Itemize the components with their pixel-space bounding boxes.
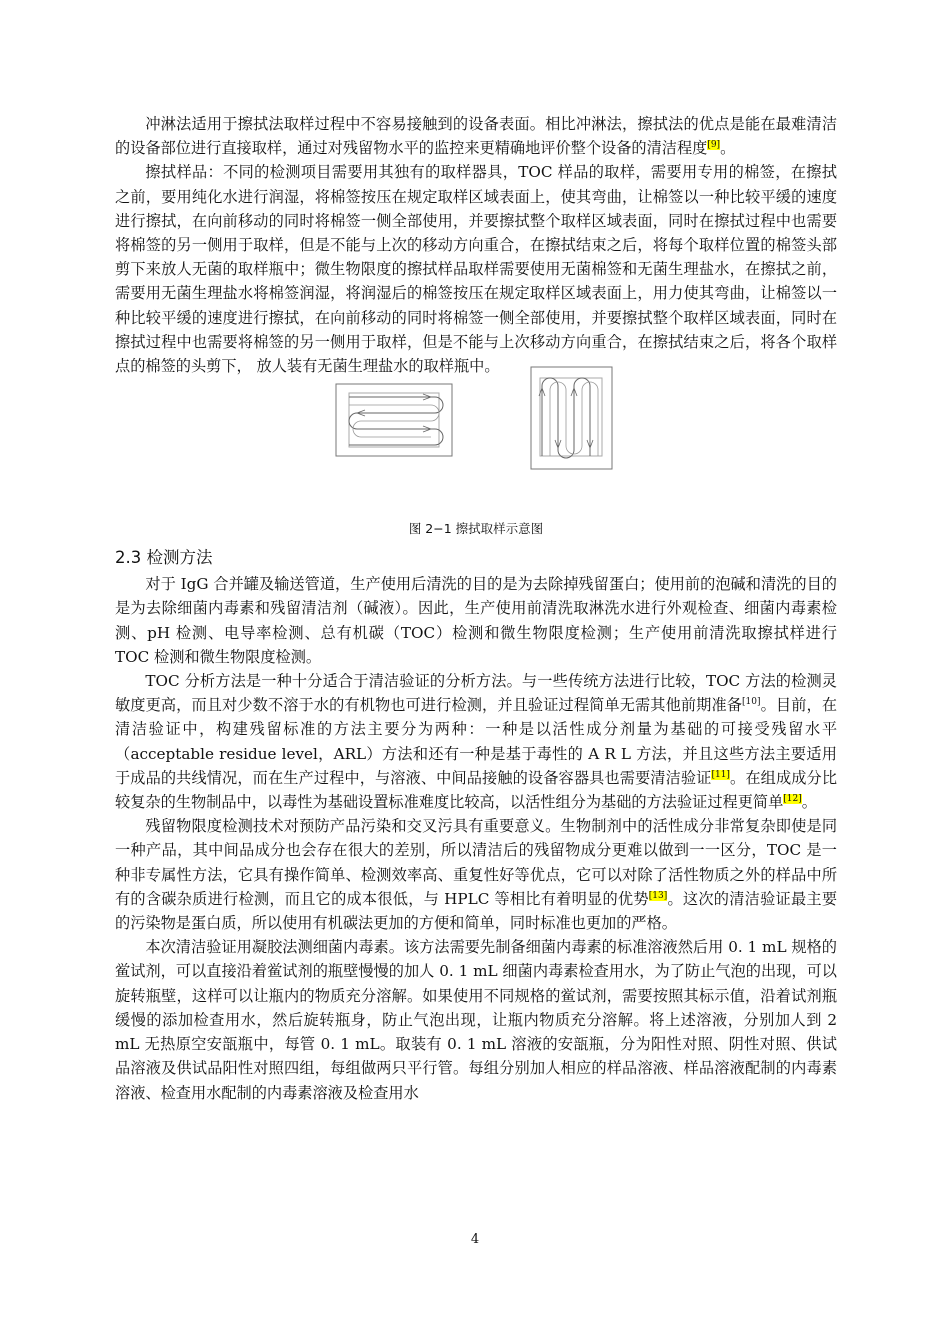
swab-sampling-figure: [115, 382, 837, 512]
document-page: [115, 112, 837, 1105]
citation-10: [10]: [742, 697, 761, 708]
citation-12: [12]: [783, 794, 802, 804]
citation-13: [13]: [648, 890, 668, 901]
vertical-swab-pattern-diagram: [530, 366, 614, 472]
swab-diagram-horizontal: [335, 720, 336, 721]
figure-caption: 图 2−1 擦拭取样示意图: [408, 521, 544, 537]
citation-11: [11]: [711, 769, 730, 780]
paragraph-swab-sample: 擦拭样品：不同的检测项目需要用其独有的取样器具，TOC 样品的取样，需要用专用的棉签，在擦拭之前，要用纯化水进行润湿，将棉签按压在规定取样区域表面上，使其弯曲，让棉签以一种比较平缓的速度进行擦拭，在向前移动的同时将棉签一侧全部使用，并要擦拭整个取样区域表面，同时在擦拭过程中也需要将棉签的另一侧用于取样，但是不能与上次的移动方向重合，在擦拭结束之后，将每个取样位置的棉签头部剪下来放人无菌的取样瓶中；微生物限度的擦拭样品取样需要使用无菌棉签和无菌生理盐水，在擦拭之前，需要用无菌生理盐水将棉签润湿，将润湿后的棉签按压在规定取样区域表面上，用力使其弯曲，让棉签以一种比较平缓的速度进行擦拭，在向前移动的同时将棉签一侧全部使用，并要擦拭整个取样区域表面，同时在擦拭过程中也需要将棉签的另一侧用于取样，但是不能与上次移动方向重合，在擦拭结束之后，将各个取样点的棉签的头剪下， 放人装有无菌生理盐水的取样瓶中。: [115, 163, 837, 376]
paragraph-igg-cleaning: 对于 IgG 合并罐及输送管道，生产使用后清洗的目的是为去除掉残留蛋白；使用前的泡碱和清洗的目的是为去除细菌内毒素和残留清洁剂（碱液）。因此，生产使用前清洗取淋洗水进行外观检查、细菌内毒素检测、pH 检测、电导率检测、总有机碳（TOC）检测和微生物限度检测；生产使用前清洗取擦拭样进行 TOC 检测和微生物限度检测。: [115, 575, 837, 666]
section-heading: 2.3 检测方法: [115, 548, 213, 568]
paragraph-residue-limit: 残留物限度检测技术对预防产品污染和交叉污具有重要意义。生物制剂中的活性成分非常复杂即使是同一种产品，其中间品成分也会存在很大的差别，所以清洁后的残留物成分更难以做到一一区分，TOC 是一种非专属性方法，它具有操作简单、检测效率高、重复性好等优点，它可以对除了活性物质之外的样品中所有的含碳杂质进行检测，而且它的成本很低，与 HPLC 等相比有着明显的优势[13]。这次的清洁验证最主要的污染物是蛋白质，所以使用有机碳法更加的方便和简单，同时标准也更加的严格。: [115, 817, 838, 933]
horizontal-swab-pattern-diagram: [335, 383, 455, 461]
paragraph-rinse-vs-swab: 冲淋法适用于擦拭法取样过程中不容易接触到的设备表面。相比冲淋法，擦拭法的优点是能在最难清洁的设备部位进行直接取样，通过对残留物水平的监控来更精确地评价整个设备的清洁程度[9]。: [115, 115, 837, 158]
paragraph-toc-method: TOC 分析方法是一种十分适合于清洁验证的分析方法。与一些传统方法进行比较，TOC 方法的检测灵敏度更高，而且对少数不溶于水的有机物也可进行检测，并且验证过程简单无需其他前期准备[10]。目前，在清洁验证中，构建残留标准的方法主要分为两种：一种是以活性成分剂量为基础的可接受残留水平（acceptable residue level，ARL）方法和还有一种是基于毒性的 A R L 方法，并且这些方法主要适用于成品的共线情况，而在生产过程中，与溶液、中间品接触的设备容器具也需要清洁验证[11]。在组成成分比较复杂的生物制品中，以毒性为基础设置标准难度比较高，以活性组分为基础的方法验证过程更简单[12]。: [115, 672, 838, 812]
page-number: 4: [470, 1232, 480, 1247]
paragraph-endotoxin-gel: 本次清洁验证用凝胶法测细菌内毒素。该方法需要先制备细菌内毒素的标准溶液然后用 0. 1 mL 规格的鲎试剂，可以直接沿着鲎试剂的瓶壁慢慢的加人 0. 1 mL 细菌内毒素检查用水，为了防止气泡的出现，可以旋转瓶壁，这样可以让瓶内的物质充分溶解。如果使用不同规格的鲎试剂，需要按照其标示值，沿着试剂瓶缓慢的添加检查用水，然后旋转瓶身，防止气泡出现，让瓶内物质充分溶解。将上述溶液，分别加人到 2 mL 无热原空安瓿瓶中，每管 0. 1 mL。取装有 0. 1 mL 溶液的安瓿瓶，分为阳性对照、阴性对照、供试品溶液及供试品阳性对照四组，每组做两只平行管。每组分别加人相应的样品溶液、样品溶液配制的内毒素溶液、检查用水配制的内毒素溶液及检查用水: [115, 938, 837, 1102]
citation-9: [9]: [707, 140, 721, 151]
